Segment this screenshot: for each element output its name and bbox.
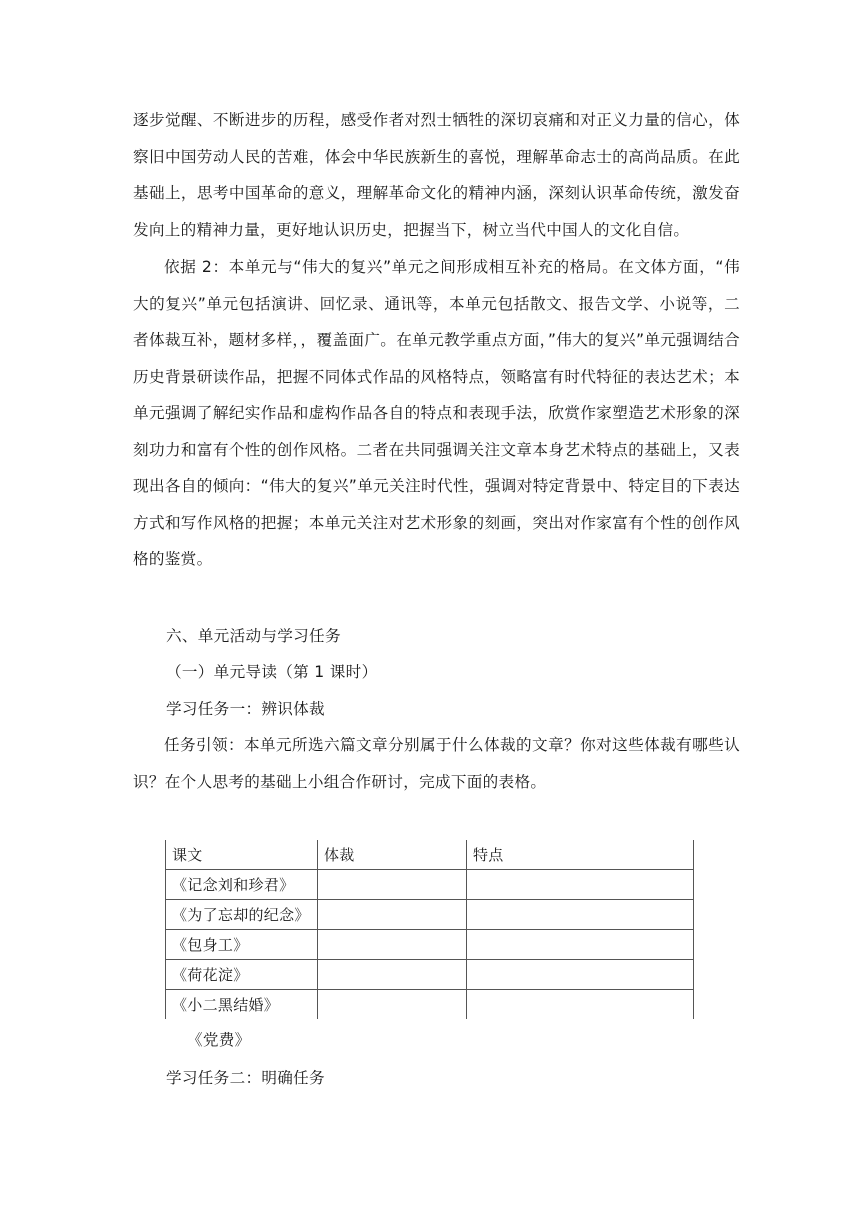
section-heading-six: 六、单元活动与学习任务 <box>166 627 341 645</box>
subsection-heading-unit-intro: （一）单元导读（第 1 课时） <box>166 663 378 681</box>
table-cell-features <box>467 900 694 930</box>
table-cell-text: 《小二黑结婚》 <box>166 990 318 1020</box>
paragraph-basis-2: 依据 2：本单元与“伟大的复兴”单元之间形成相互补充的格局。在文体方面，“伟大的复兴”单元包括演讲、回忆录、通讯等，本单元包括散文、报告文学、小说等，二者体裁互补，题材多样，，覆盖面广。在单元教学重点方面，”伟大的复兴”单元强调结合历史背景研读作品，把握不同体式作品的风格特点，领略富有时代特征的表达艺术；本单元强调了解纪实作品和虚构作品各自的特点和表现手法，欣赏作家塑造艺术形象的深刻功力和富有个性的创作风格。二者在共同强调关注文章本身艺术特点的基础上，又表现出各自的倾向：“伟大的复兴”单元关注时代性，强调对特定背景中、特定目的下表达方式和写作风格的把握；本单元关注对艺术形象的刻画，突出对作家富有个性的创作风格的鉴赏。 <box>133 258 740 568</box>
table-header-text: 课文 <box>166 840 318 870</box>
table-cell-text: 《荷花淀》 <box>166 960 318 990</box>
table-row <box>166 930 694 960</box>
table-header-features: 特点 <box>467 840 694 870</box>
table-cell-text: 《为了忘却的纪念》 <box>166 900 318 930</box>
table-row <box>166 870 694 900</box>
table-row <box>166 960 694 990</box>
extra-text-dangfei: 《党费》 <box>187 1031 251 1049</box>
paragraph-unit-goals: 逐步觉醒、不断进步的历程，感受作者对烈士牺牲的深切哀痛和对正义力量的信心，体察旧中国劳动人民的苦难，体会中华民族新生的喜悦，理解革命志士的高尚品质。在此基础上，思考中国革命的意义，理解革命文化的精神内涵，深刻认识革命传统，激发奋发向上的精神力量，更好地认识历史，把握当下，树立当代中国人的文化自信。 <box>133 111 740 239</box>
table-cell-features <box>467 870 694 900</box>
table-header-row <box>166 840 694 870</box>
table-cell-genre <box>318 870 467 900</box>
table-cell-features <box>467 960 694 990</box>
table-cell-genre <box>318 990 467 1020</box>
table-cell-features <box>467 930 694 960</box>
table-cell-genre <box>318 930 467 960</box>
table-cell-genre <box>318 900 467 930</box>
task-two-heading: 学习任务二：明确任务 <box>166 1069 325 1087</box>
task-one-heading: 学习任务一：辨识体裁 <box>166 700 325 718</box>
table-row <box>166 900 694 930</box>
table-cell-features <box>467 990 694 1020</box>
table-cell-text: 《记念刘和珍君》 <box>166 870 318 900</box>
paragraph-task-guide: 任务引领：本单元所选六篇文章分别属于什么体裁的文章？你对这些体裁有哪些认识？在个人思考的基础上小组合作研讨，完成下面的表格。 <box>133 736 740 791</box>
genre-table <box>165 840 694 1019</box>
table-cell-genre <box>318 960 467 990</box>
table-row <box>166 990 694 1020</box>
table-cell-text: 《包身工》 <box>166 930 318 960</box>
table-header-genre: 体裁 <box>318 840 467 870</box>
